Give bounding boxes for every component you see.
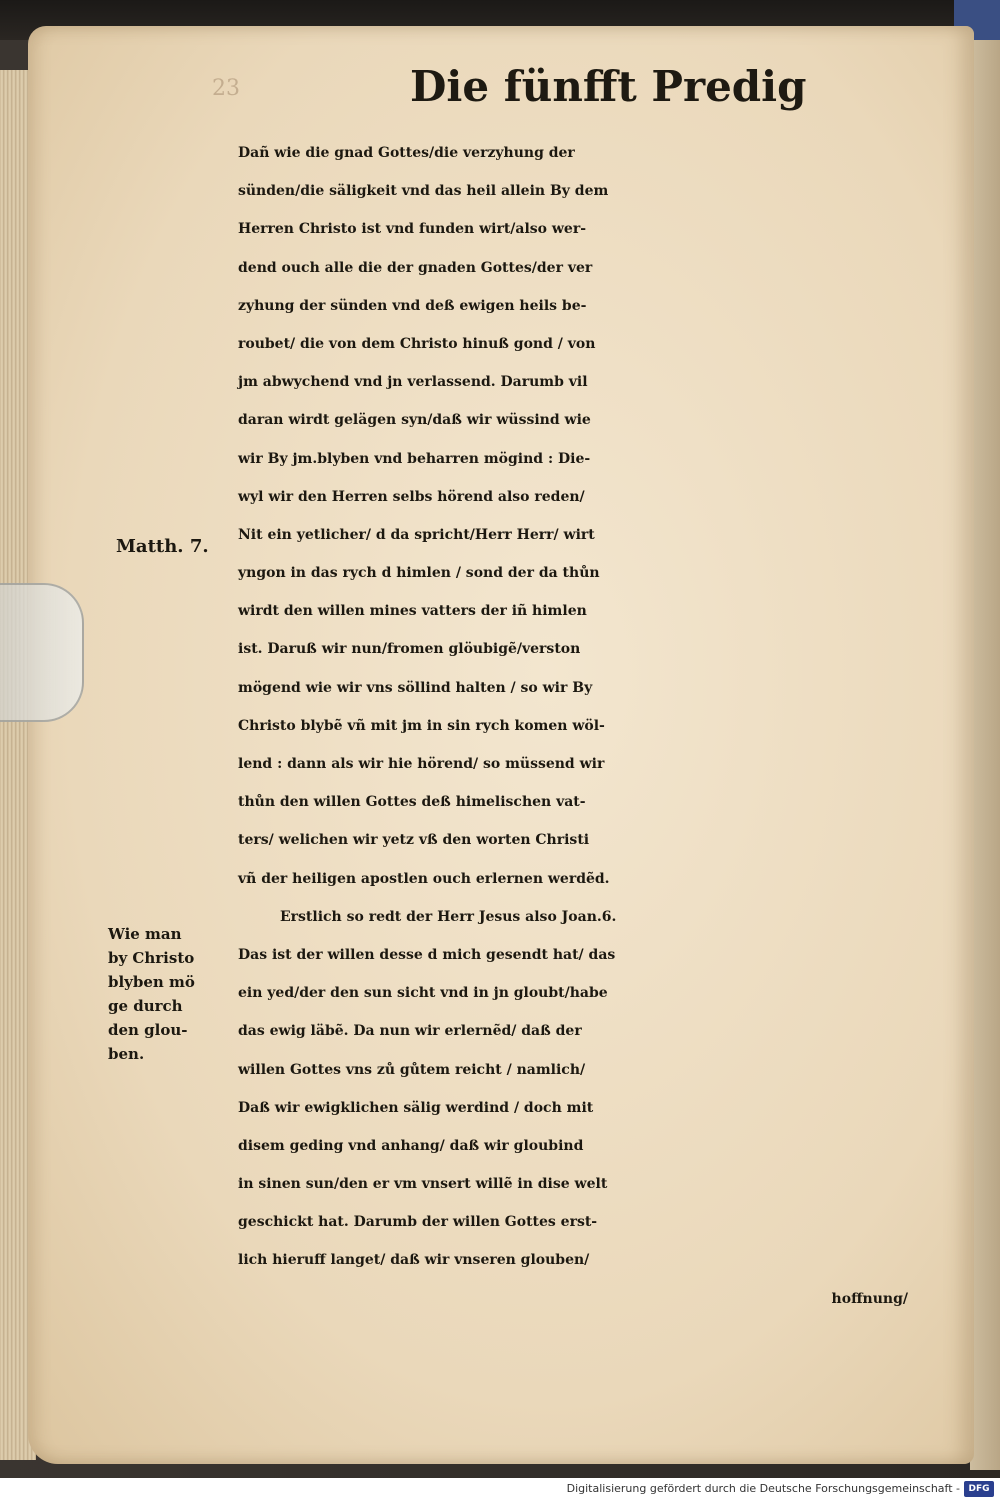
- text-line: wirdt den willen mines vatters der iñ himlen: [238, 603, 587, 620]
- text-line: ein yed/der den sun sicht vnd in jn gloubt/habe: [238, 985, 608, 1002]
- text-line: Dañ wie die gnad Gottes/die verzyhung der: [238, 145, 575, 161]
- text-line: mögend wie wir vns söllind halten / so wir By: [238, 679, 593, 696]
- text-line: wyl wir den Herren selbs hörend also reden/: [238, 488, 585, 505]
- text-line: ters/ welichen wir yetz vß den worten Christi: [238, 832, 590, 849]
- text-line: vñ der heiligen apostlen ouch erlernen werdẽd.: [238, 870, 610, 887]
- text-line: geschickt hat. Darumb der willen Gottes erst-: [238, 1214, 598, 1231]
- text-line: jm abwychend vnd jn verlassend. Darumb vil: [238, 374, 588, 391]
- text-line: lend : dann als wir hie hörend/ so müssend wir: [238, 756, 605, 772]
- page-clip: [0, 583, 84, 722]
- marginal-note-line: ben.: [108, 1045, 145, 1063]
- marginal-note-line: ge durch: [108, 997, 183, 1015]
- text-line: willen Gottes vns zů gůtem reicht / namlich/: [238, 1061, 586, 1078]
- text-line: lich hieruff langet/ daß wir vnseren glouben/: [238, 1252, 590, 1269]
- dfg-logo-icon: DFG: [964, 1481, 994, 1497]
- text-line: in sinen sun/den er vm vnsert willẽ in dise welt: [238, 1176, 608, 1193]
- text-line: yngon in das rych d himlen / sond der da thůn: [238, 565, 600, 582]
- text-line: Das ist der willen desse d mich gesendt hat/ das: [238, 946, 616, 963]
- text-line: hoffnung/: [831, 1290, 908, 1307]
- body-text: [238, 134, 918, 1318]
- page-heading: Die fünfft Predig: [410, 62, 807, 111]
- text-line: thůn den willen Gottes deß himelischen vat-: [238, 794, 586, 811]
- text-line: Daß wir ewigklichen sälig werdind / doch mit: [238, 1099, 594, 1116]
- footer-credit: Digitalisierung gefördert durch die Deutsche Forschungsgemeinschaft -: [566, 1482, 960, 1495]
- text-line: disem geding vnd anhang/ daß wir gloubind: [238, 1137, 584, 1154]
- text-line: Herren Christo ist vnd funden wirt/also wer-: [238, 221, 587, 238]
- text-line: daran wirdt gelägen syn/daß wir wüssind wie: [238, 412, 591, 429]
- footer-bar: [0, 1478, 1000, 1501]
- marginal-reference: Matth. 7.: [116, 536, 209, 557]
- text-line: roubet/ die von dem Christo hinuß gond / von: [238, 335, 596, 352]
- marginal-note-line: Wie man: [108, 925, 182, 943]
- marginal-note-line: by Christo: [108, 949, 195, 967]
- text-line: sünden/die säligkeit vnd das heil allein By dem: [238, 183, 609, 200]
- marginal-note-line: blyben mö: [108, 973, 195, 991]
- text-line: wir By jm.blyben vnd beharren mögind : Die-: [238, 450, 591, 467]
- text-line: ist. Daruß wir nun/fromen glöubigẽ/verston: [238, 641, 581, 658]
- text-line: dend ouch alle die der gnaden Gottes/der ver: [238, 259, 593, 276]
- text-line: Nit ein yetlicher/ d da spricht/Herr Herr/ wirt: [238, 526, 595, 543]
- text-line: Christo blybẽ vñ mit jm in sin rych komen wöl-: [238, 717, 605, 734]
- text-line: Erstlich so redt der Herr Jesus also Joan.6.: [280, 908, 617, 925]
- marginal-note: [108, 922, 195, 1066]
- text-line: zyhung der sünden vnd deß ewigen heils be-: [238, 297, 587, 314]
- book-edge-right: [970, 40, 1000, 1470]
- page-number-mark: 23: [212, 76, 240, 101]
- text-line: das ewig läbẽ. Da nun wir erlernẽd/ daß der: [238, 1023, 582, 1040]
- marginal-note-line: den glou-: [108, 1021, 188, 1039]
